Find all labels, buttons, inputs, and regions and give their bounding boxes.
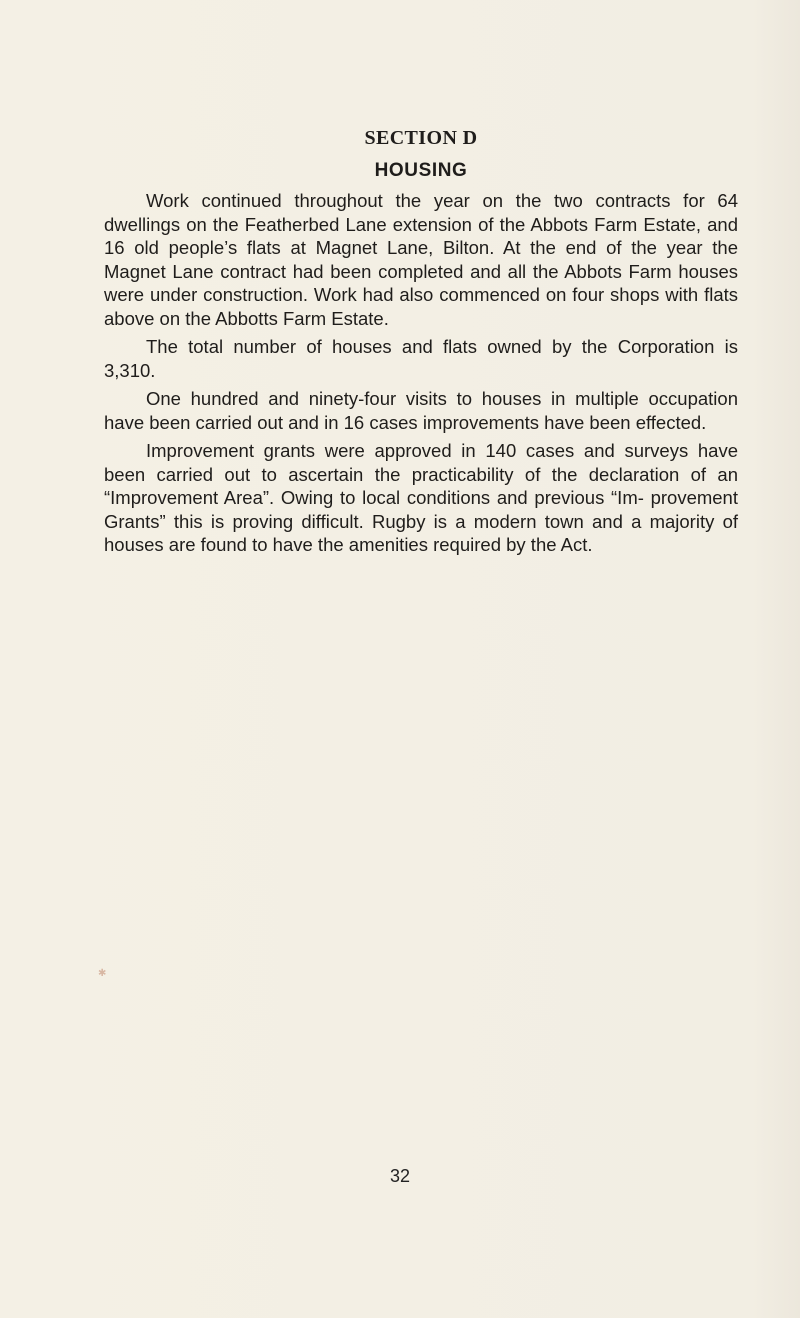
section-title: SECTION D: [364, 127, 478, 149]
section-subtitle: HOUSING: [374, 160, 468, 181]
stray-ink-mark-icon: ✱: [98, 968, 107, 979]
paragraph-improvement-grants: Improvement grants were approved in 140 cases and surveys have been carried out to ascertain the practicability of the declaration of an “Improvement Area”. Owing to local conditions and previous “Im- provement Grants” this is proving difficult. Rugby is a modern town and a majority of houses are found to have the amenities required by the Act.: [104, 440, 738, 555]
paragraph-contracts: Work continued throughout the year on the two contracts for 64 dwellings on the Featherbed Lane extension of the Abbots Farm Estate, and 16 old people’s flats at Magnet Lane, Bilton. At the end of the year the Magnet Lane contract had been completed and all the Abbots Farm houses were under construction. Work had also commenced on four shops with flats above on the Abbotts Farm Estate.: [104, 190, 738, 329]
paragraph-multiple-occupation: One hundred and ninety-four visits to houses in multiple occupation have been carried out and in 16 cases improvements have been effected.: [104, 388, 738, 433]
text-block: [104, 124, 738, 562]
page-number: 32: [389, 1166, 411, 1186]
paragraph-total-houses: The total number of houses and flats owned by the Corporation is 3,310.: [104, 336, 738, 381]
